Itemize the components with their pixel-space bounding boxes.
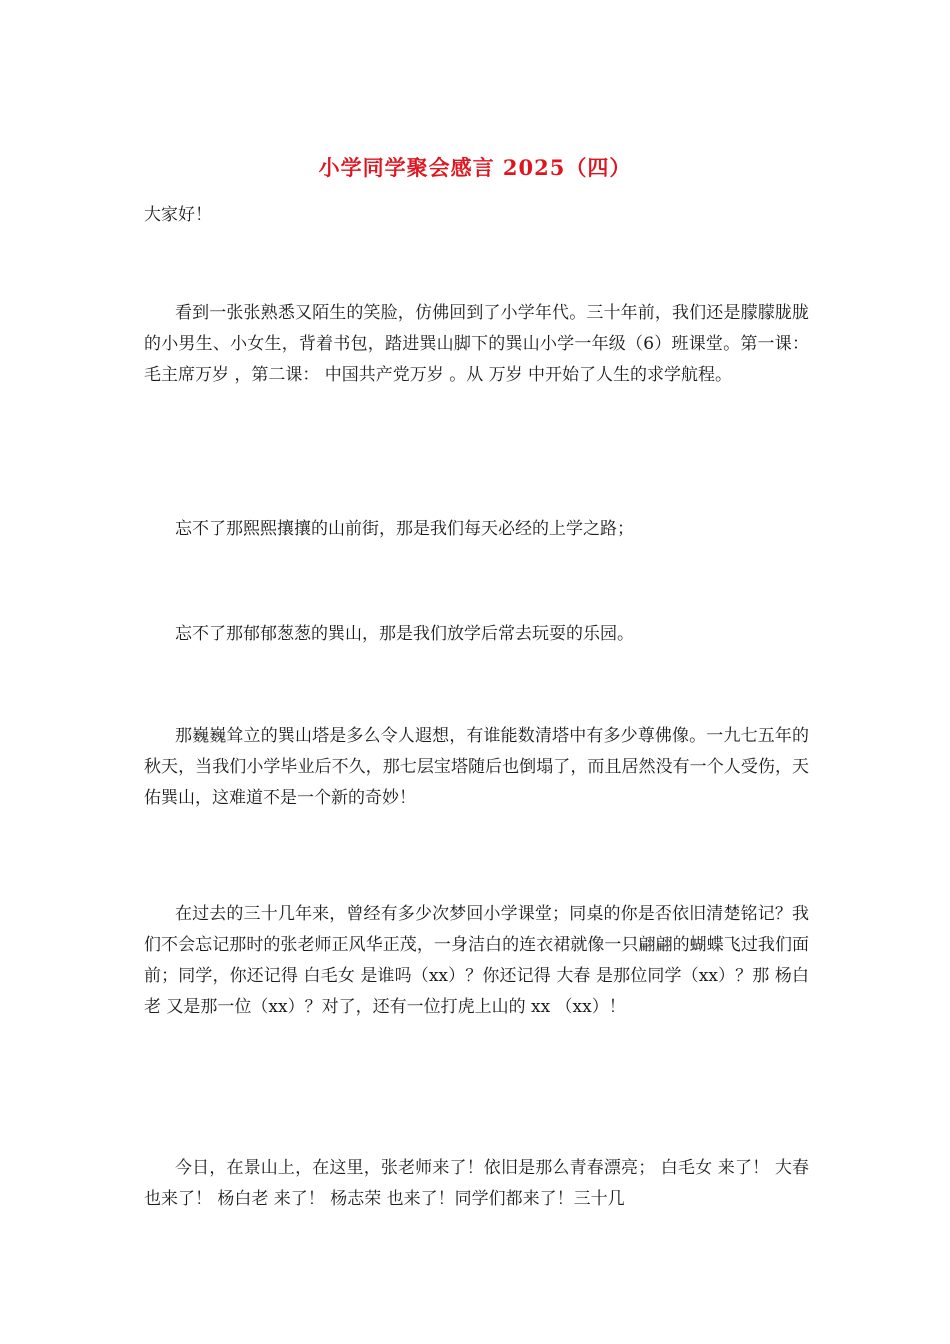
- paragraph: 看到一张张熟悉又陌生的笑脸，仿佛回到了小学年代。三十年前，我们还是朦朦胧胧的小男生、小女生，背着书包，踏进巽山脚下的巽山小学一年级（6）班课堂。第一课： 毛主席万岁 ，第二课： 中国共产党万岁 。从 万岁 中开始了人生的求学航程。: [144, 303, 809, 385]
- greeting: 大家好！: [144, 205, 212, 225]
- paragraph: 忘不了那熙熙攘攘的山前街，那是我们每天必经的上学之路；: [175, 519, 634, 539]
- paragraph: 在过去的三十几年来，曾经有多少次梦回小学课堂；同桌的你是否依旧清楚铭记？我们不会忘记那时的张老师正风华正茂，一身洁白的连衣裙就像一只翩翩的蝴蝶飞过我们面前；同学，你还记得 白毛女 是谁吗（xx）？你还记得 大春 是那位同学（xx）？那 杨白老 又是那一位（xx）？对了，还有一位打虎上山的 xx （xx）！: [144, 904, 809, 1017]
- paragraph: 忘不了那郁郁葱葱的巽山，那是我们放学后常去玩耍的乐园。: [175, 624, 634, 644]
- paragraph: 今日，在景山上，在这里，张老师来了！依旧是那么青春漂亮； 白毛女 来了！ 大春 也来了！ 杨白老 来了！ 杨志荣 也来了！同学们都来了！三十几: [144, 1158, 809, 1209]
- document-title: 小学同学聚会感言 2025（四）: [318, 155, 632, 180]
- paragraph: 那巍巍耸立的巽山塔是多么令人遐想，有谁能数清塔中有多少尊佛像。一九七五年的秋天，当我们小学毕业后不久，那七层宝塔随后也倒塌了，而且居然没有一个人受伤，天佑巽山，这难道不是一个新的奇妙！: [144, 726, 809, 808]
